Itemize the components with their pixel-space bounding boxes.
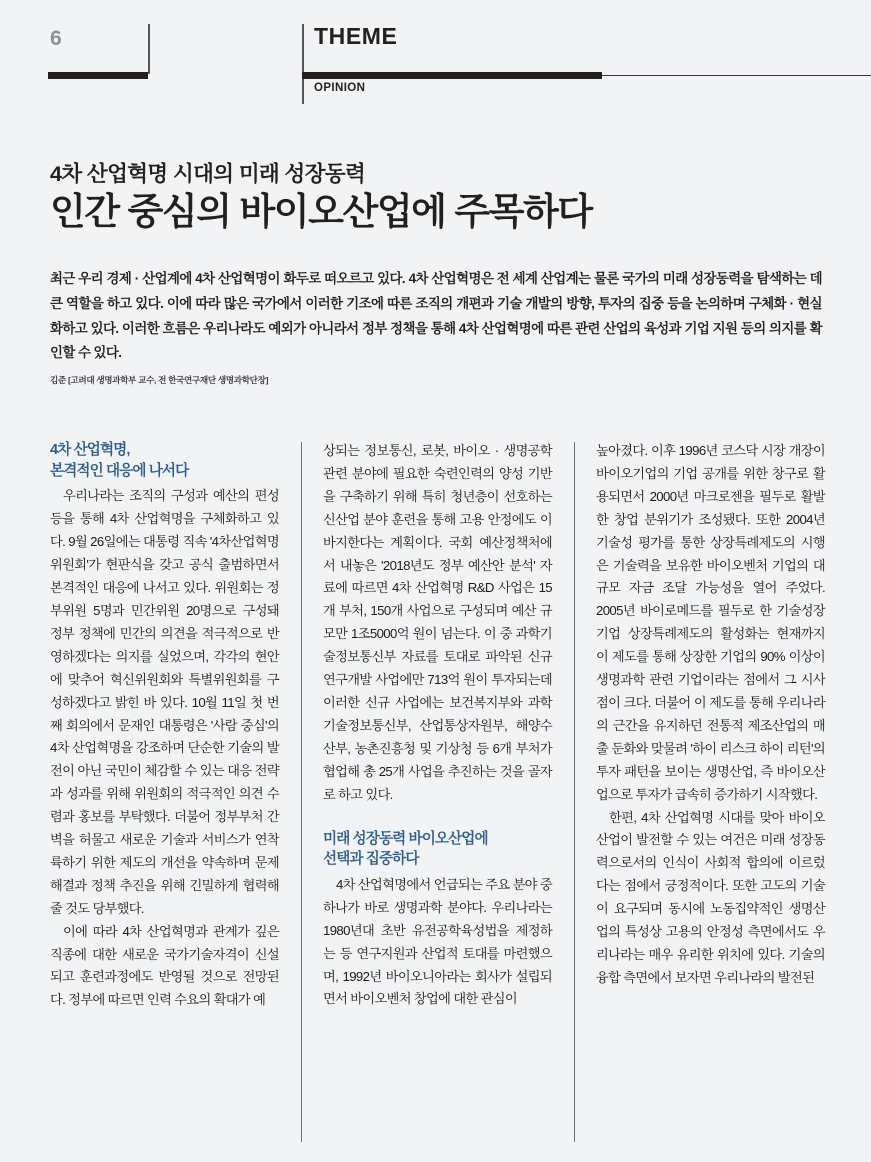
- body-paragraph: 한편, 4차 산업혁명 시대를 맞아 바이오산업이 발전할 수 있는 여건은 미래 성장동력으로서의 인식이 사회적 합의에 이르렀다는 점에서 긍정적이다. 또한 고도의 기술이 요구되며 동시에 노동집약적인 생명산업의 특성상 고용의 안정성 측면에서도 우리나라는 매우 유리한 위치에 있다. 기술의 융합 측면에서 보자면 우리나라의 발전된: [596, 809, 825, 985]
- section-label-theme: THEME: [314, 23, 398, 49]
- body-paragraph: 이에 따라 4차 산업혁명과 관계가 깊은 직종에 대한 새로운 국가기술자격이 신설되고 훈련과정에도 반영될 것으로 전망된다. 정부에 따르면 인력 수요의 확대가 예: [50, 923, 279, 1008]
- article-title-block: [50, 162, 840, 234]
- body-column: [574, 440, 825, 1155]
- section-subheading: [50, 440, 279, 481]
- subheading-line: 선택과 집중하다: [323, 851, 419, 868]
- page-number: 6: [50, 27, 62, 50]
- body-paragraph: 4차 산업혁명에서 언급되는 주요 분야 중 하나가 바로 생명과학 분야다. 우리나라는 1980년대 초반 유전공학육성법을 제정하는 등 연구지원과 산업적 토대를 마련했으며, 1992년 바이오니아라는 회사가 설립되면서 바이오벤처 창업에 대한 관심이: [323, 876, 552, 1007]
- section-subheading: [323, 829, 552, 870]
- body-column: [301, 440, 552, 1155]
- masthead-divider-left: [148, 24, 150, 74]
- body-paragraph: 높아졌다. 이후 1996년 코스닥 시장 개장이 바이오기업의 기업 공개를 위한 창구로 활용되면서 2000년 마크로젠을 필두로 활발한 창업 분위기가 조성됐다. 또한 2004년 기술성 평가를 통한 상장특례제도의 시행은 기술력을 보유한 바이오벤처 기업의 대규모 자금 조달 가능성을 열어 주었다. 2005년 바이로메드를 필두로 한 기술성장기업 상장특례제도의 활성화는 현재까지 이 제도를 통해 상장한 기업의 90% 이상이 생명과학 관련 기업이라는 점에서 그 시사점이 크다. 더불어 이 제도를 통해 우리나라의 근간을 유지하던 전통적 제조산업의 매출 둔화와 맞물려 '하이 리스크 하이 리턴'의 투자 패턴을 보이는 생명산업, 즉 바이오산업으로 투자가 급속히 증가하기 시작했다.: [596, 443, 825, 802]
- folio-rule: [48, 72, 148, 79]
- subheading-line: 4차 산업혁명,: [50, 442, 130, 458]
- article-headline: 인간 중심의 바이오산업에 주목하다: [50, 190, 592, 232]
- article-kicker: 4차 산업혁명 시대의 미래 성장동력: [50, 162, 366, 186]
- masthead-divider-mid: [302, 24, 304, 74]
- theme-rule: [302, 72, 602, 79]
- opinion-divider: [302, 79, 304, 104]
- subheading-line: 본격적인 대응에 나서다: [50, 462, 189, 479]
- subsection-label-opinion: OPINION: [314, 82, 366, 94]
- page-masthead: [48, 24, 823, 100]
- body-paragraph: 우리나라는 조직의 구성과 예산의 편성 등을 통해 4차 산업혁명을 구체화하고 있다. 9월 26일에는 대통령 직속 '4차산업혁명위원회'가 현판식을 갖고 공식 출범하면서 본격적인 대응에 나서고 있다. 위원회는 정부위원 5명과 민간위원 20명으로 구성돼 정부 정책에 민간의 의견을 적극적으로 반영하겠다는 의지를 실었으며, 각각의 현안에 맞추어 혁신위원회와 특별위원회를 구성하겠다고 밝힌 바 있다. 10월 11일 첫 번째 회의에서 문재인 대통령은 '사람 중심'의 4차 산업혁명을 강조하며 단순한 기술의 발전이 아닌 국민이 체감할 수 있는 대응 전략과 성과를 위해 위원회의 적극적인 의견 수렴과 홍보를 부탁했다. 더불어 정부부처 간 벽을 허물고 새로운 기술과 서비스가 연착륙하기 위한 제도의 개선을 약속하며 문제 해결과 정책 추진을 위해 긴밀하게 협력해 줄 것도 당부했다.: [50, 488, 279, 916]
- article-lead: 최근 우리 경제 · 산업계에 4차 산업혁명이 화두로 떠오르고 있다. 4차 산업혁명은 전 세계 산업계는 물론 국가의 미래 성장동력을 탐색하는 데 큰 역할을 하고 있다. 이에 따라 많은 국가에서 이러한 기조에 따른 조직의 개편과 기술 개발의 방향, 투자의 집중 등을 논의하며 구체화 · 현실화하고 있다. 이러한 흐름은 우리나라도 예외가 아니라서 정부 정책을 통해 4차 산업혁명에 따른 관련 산업의 육성과 기업 지원 등의 의지를 확인할 수 있다.: [50, 271, 822, 361]
- subheading-line: 미래 성장동력 바이오산업에: [323, 830, 488, 847]
- article-byline: 김준 [고려대 생명과학부 교수, 전 한국연구재단 생명과학단장]: [50, 375, 269, 385]
- body-paragraph: 상되는 정보통신, 로봇, 바이오 · 생명공학 관련 분야에 필요한 숙련인력의 양성 기반을 구축하기 위해 특히 청년층이 선호하는 신산업 분야 훈련을 통해 고용 안정에도 이바지한다는 계획이다. 국회 예산정책처에서 내놓은 '2018년도 정부 예산안 분석' 자료에 따르면 4차 산업혁명 R&D 사업은 15개 부처, 150개 사업으로 구성되며 예산 규모만 1조5000억 원이 넘는다. 이 중 과학기술정보통신부 자료를 토대로 파악된 신규 연구개발 사업에만 713억 원이 투자되는데 이러한 신규 사업에는 보건복지부와 과학기술정보통신부, 산업통상자원부, 해양수산부, 농촌진흥청 및 기상청 등 6개 부처가 협업해 총 25개 사업을 추진하는 것을 골자로 하고 있다.: [323, 443, 552, 802]
- article-body-columns: [50, 440, 825, 1155]
- body-column: [50, 440, 279, 1155]
